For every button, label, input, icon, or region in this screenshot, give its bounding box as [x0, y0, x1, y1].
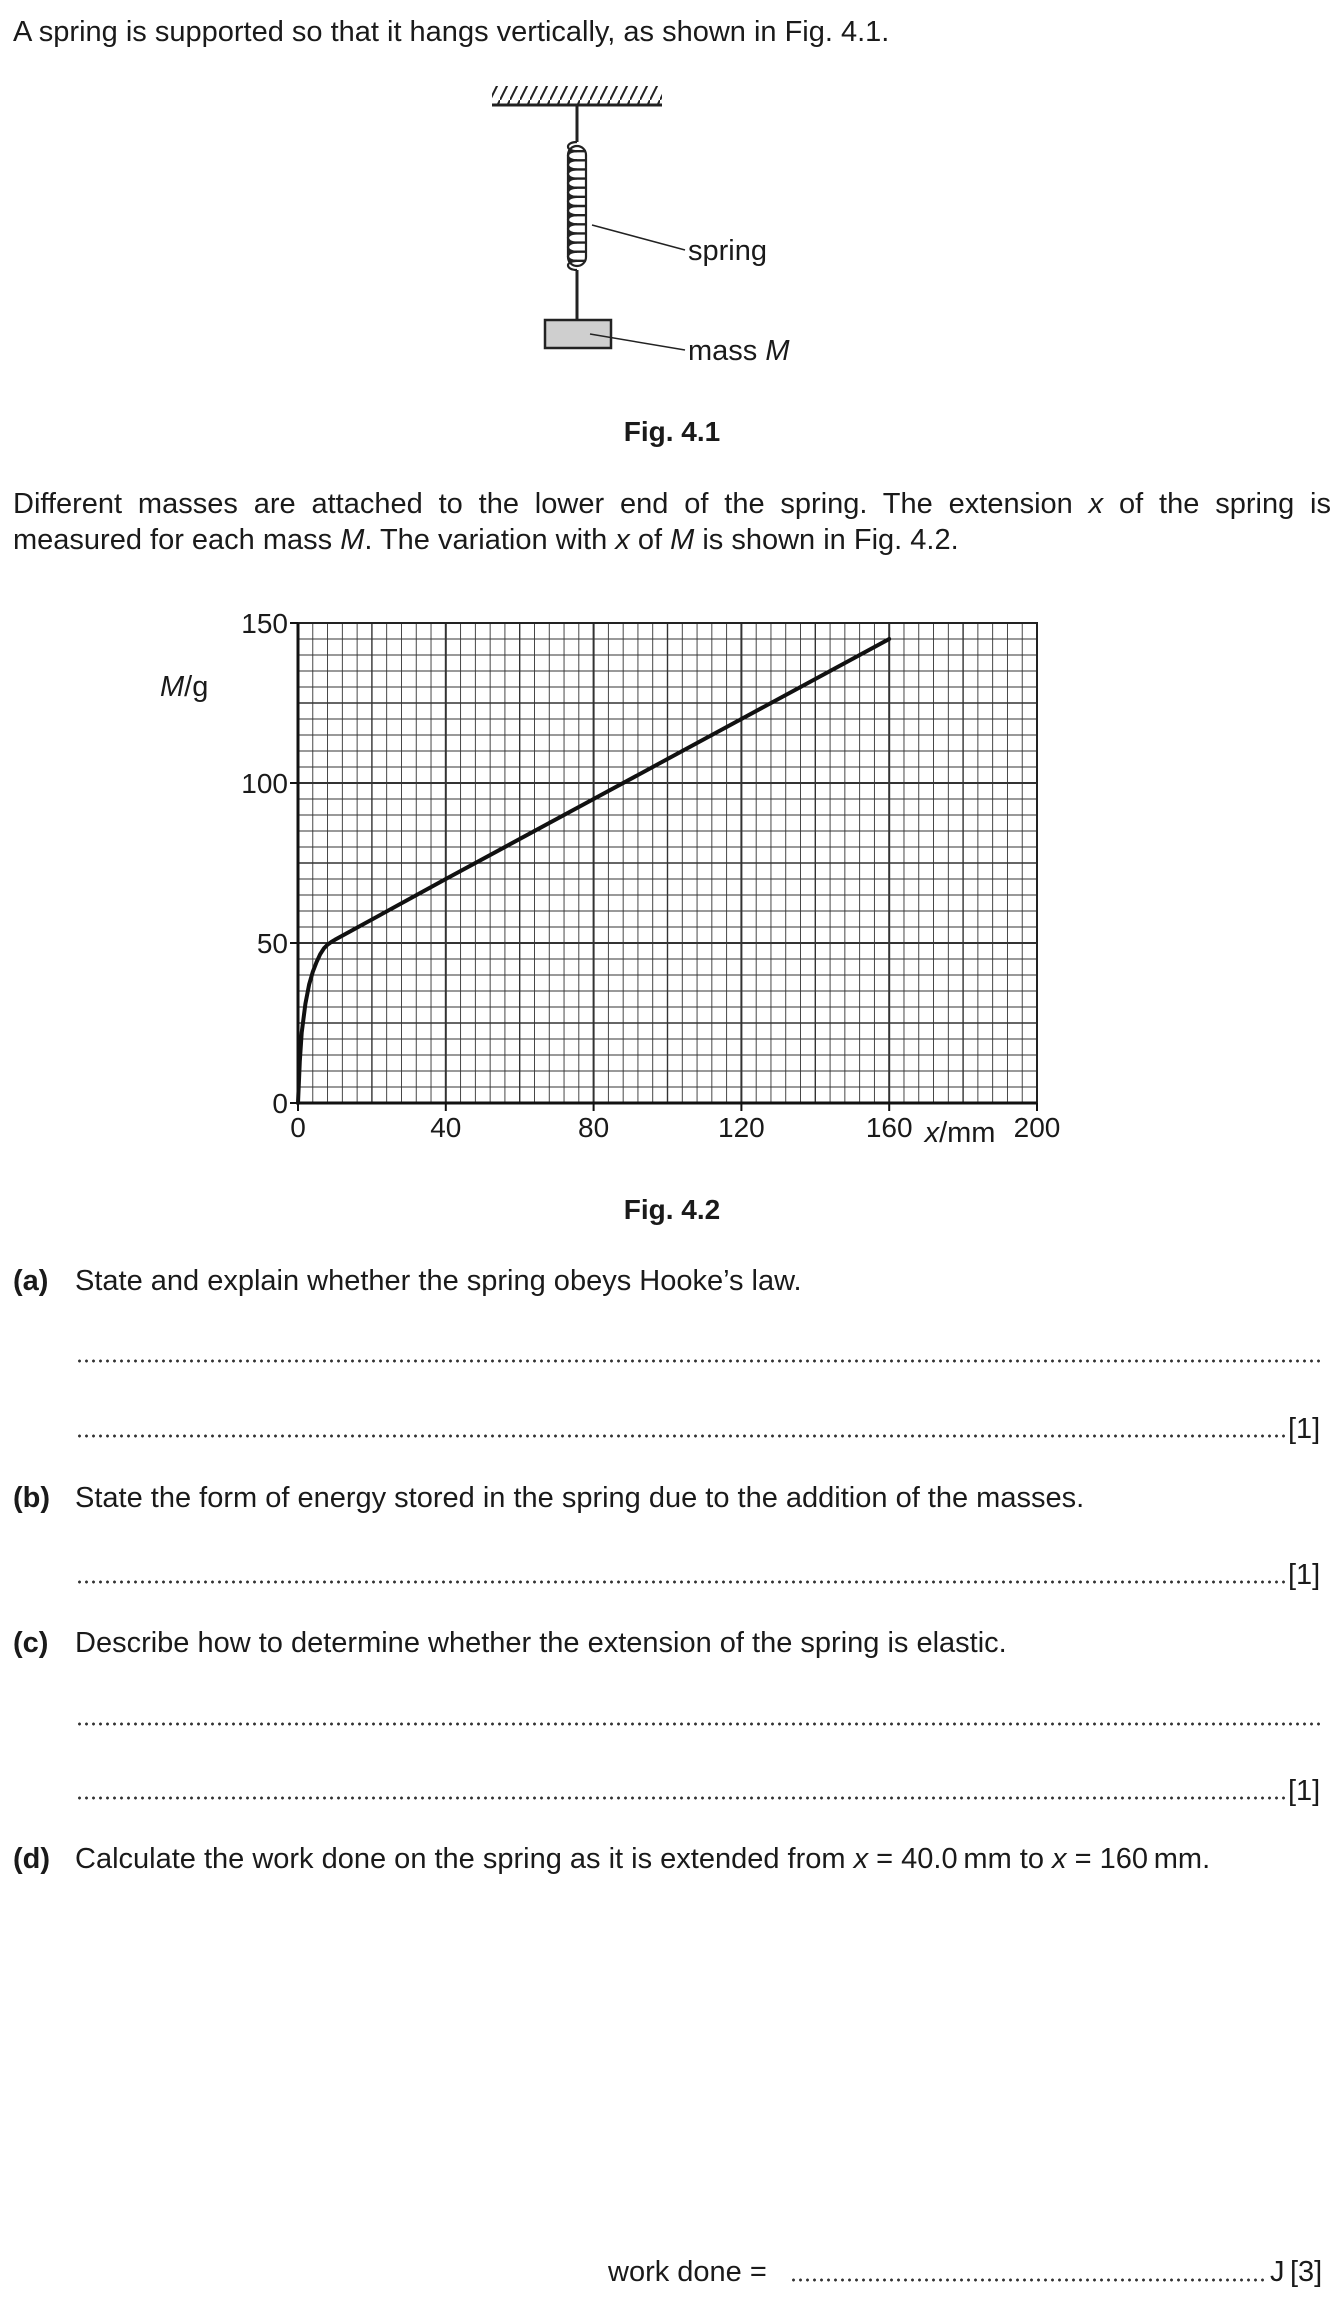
x-tick-label: 80 [578, 1112, 610, 1143]
y-axis-label: M/g [160, 671, 209, 703]
question-d-text: Calculate the work done on the spring as it is extended from x = 40.0 mm to x = 160 mm. [75, 1843, 1211, 1875]
answer-line-b1[interactable] [76, 1580, 1286, 1584]
work-done-unit: J [1270, 2256, 1285, 2288]
question-b-label: (b) [13, 1482, 51, 1514]
question-d-label: (d) [13, 1843, 51, 1875]
question-b-mark: [1] [1288, 1559, 1321, 1591]
answer-line-a2[interactable] [76, 1434, 1286, 1438]
x-tick-label: 160 [865, 1112, 913, 1143]
question-c-mark: [1] [1288, 1775, 1321, 1807]
spring-label: spring [688, 235, 767, 267]
question-a-label: (a) [13, 1265, 49, 1297]
x-tick-label: 120 [718, 1112, 765, 1143]
work-done-answer-line[interactable] [790, 2278, 1268, 2282]
fig42-caption: Fig. 4.2 [623, 1194, 721, 1225]
spring-leader-line [592, 225, 685, 250]
y-tick-label: 0 [272, 1088, 288, 1119]
x-tick-label: 40 [430, 1112, 462, 1143]
y-tick-label: 100 [241, 768, 288, 799]
fig41-caption: Fig. 4.1 [623, 416, 721, 447]
question-b-text: State the form of energy stored in the spring due to the addition of the masses. [75, 1482, 1085, 1514]
question-c-text: Describe how to determine whether the extension of the spring is elastic. [75, 1627, 1007, 1659]
question-c-label: (c) [13, 1627, 49, 1659]
question-a-text: State and explain whether the spring obeys Hooke’s law. [75, 1265, 802, 1297]
x-axis-label: x/mm [924, 1117, 996, 1149]
answer-line-a1[interactable] [76, 1359, 1320, 1363]
spring-coil [568, 142, 586, 270]
y-tick-label: 50 [256, 928, 288, 959]
ceiling-support [492, 86, 662, 105]
y-tick-label: 150 [241, 608, 288, 639]
axis-ticks [241, 608, 1060, 1143]
question-d-mark: [3] [1290, 2256, 1323, 2288]
mass-block [545, 320, 611, 348]
spring-diagram [480, 80, 820, 380]
question-a-mark: [1] [1288, 1413, 1321, 1445]
x-tick-label: 0 [290, 1112, 306, 1143]
intro-text: A spring is supported so that it hangs vertically, as shown in Fig. 4.1. [13, 16, 890, 48]
mass-label: mass M [688, 335, 790, 367]
description-paragraph: Different masses are attached to the lower end of the spring. The extension x of the spring is measured for each mass M. The variation with x of M is shown in Fig. 4.2. [13, 488, 1332, 556]
work-done-label: work done = [608, 2256, 767, 2288]
answer-line-c1[interactable] [76, 1722, 1320, 1726]
mass-extension-graph [150, 590, 1130, 1170]
answer-line-c2[interactable] [76, 1796, 1286, 1800]
graph-grid [298, 623, 1037, 1103]
x-tick-label: 200 [1013, 1112, 1061, 1143]
